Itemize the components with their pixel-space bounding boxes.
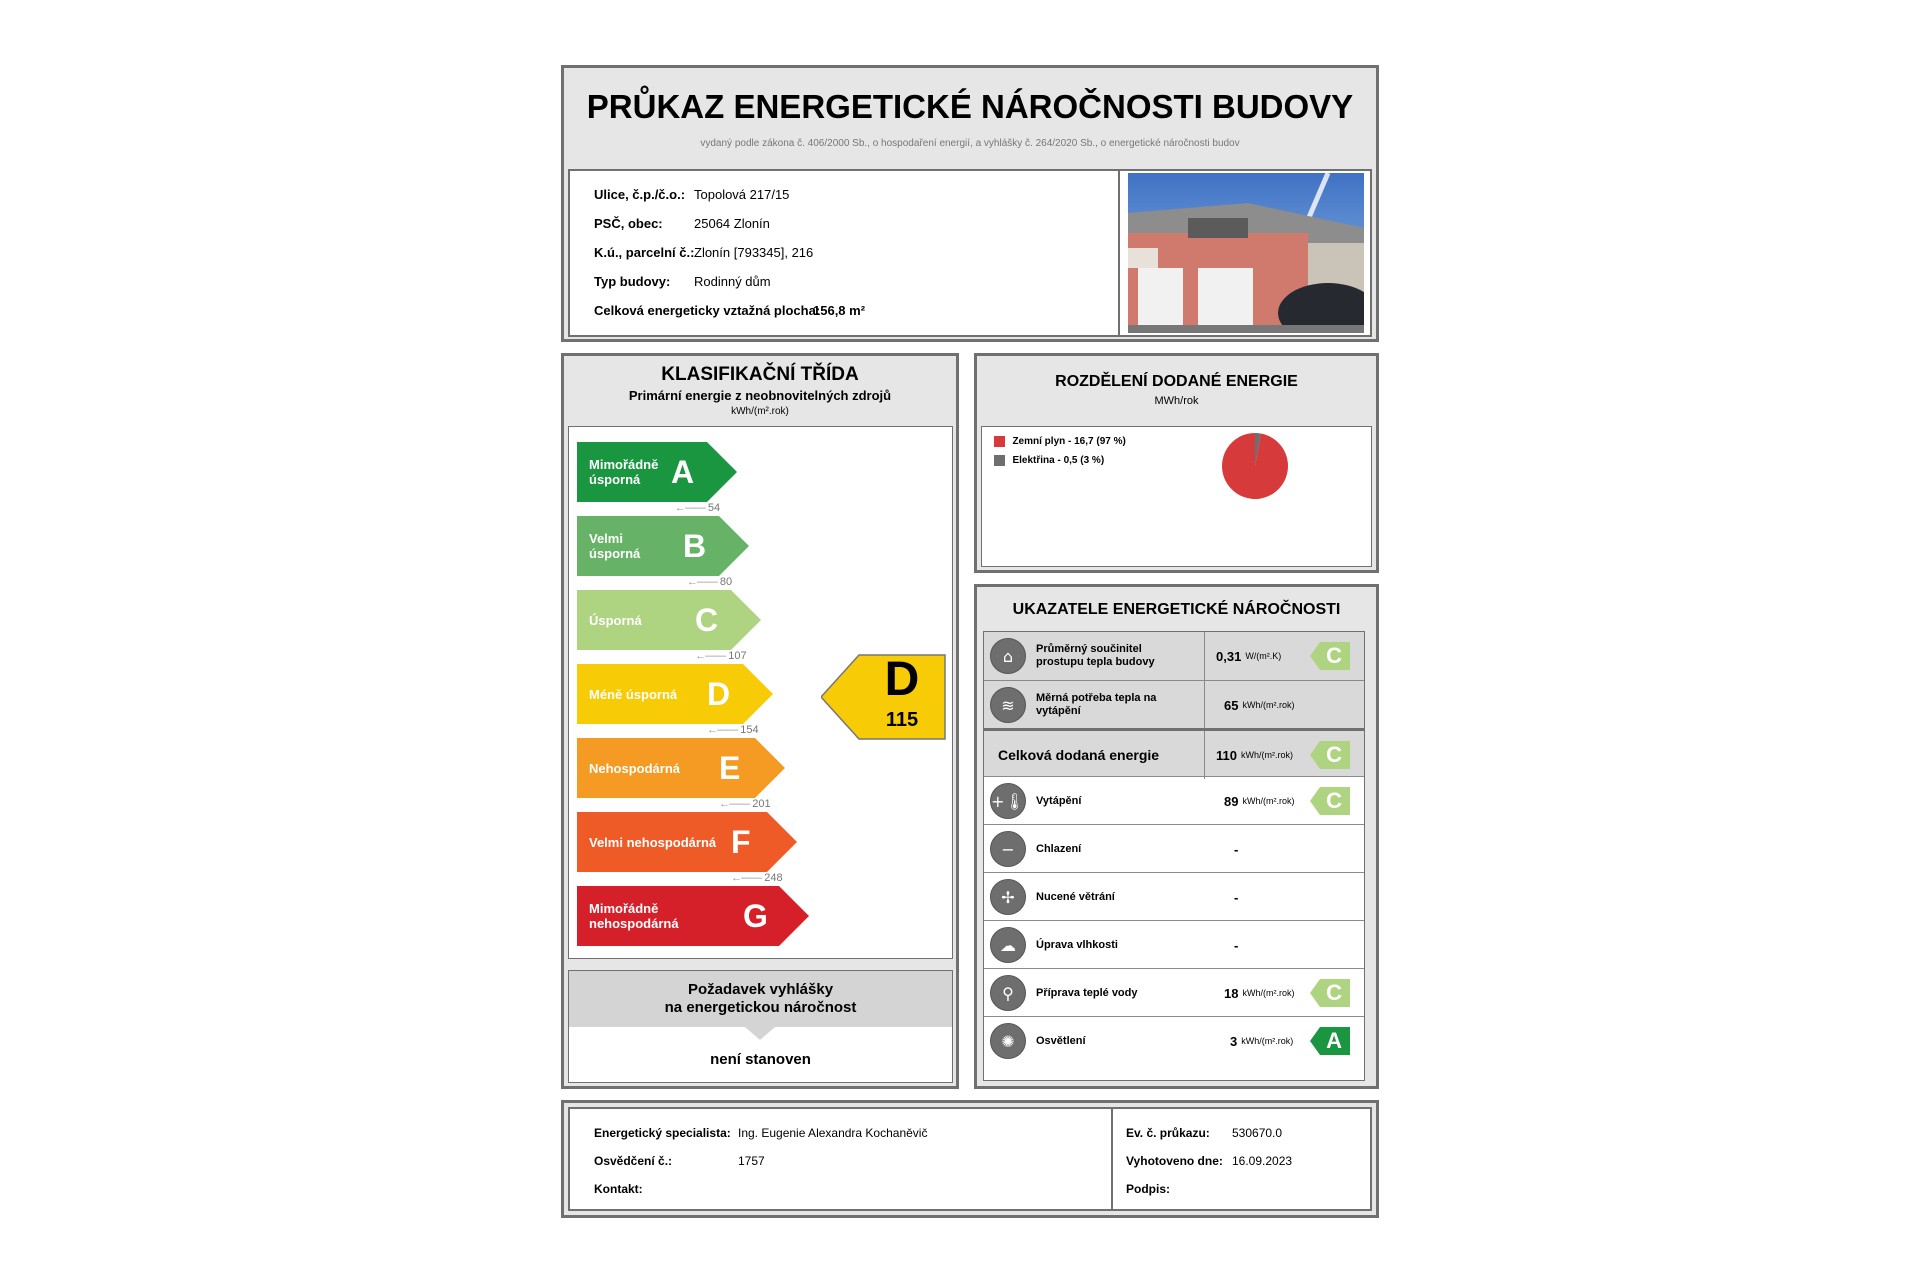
class-threshold: ←—— 154: [707, 724, 759, 736]
energy-split-panel: [974, 353, 1379, 573]
indicator-class-letter: C: [1326, 742, 1342, 767]
indicator-class-letter: C: [1326, 643, 1342, 668]
indicator-row: [984, 968, 1364, 1016]
indicator-label: Průměrný součinitel prostupu tepla budovy: [1036, 643, 1155, 668]
energy-split-chart-box: [981, 426, 1372, 567]
pie-chart: [1220, 431, 1290, 501]
class-label: Nehospodárná: [589, 760, 681, 776]
heat-need-icon: ≋: [990, 687, 1026, 723]
class-letter: F: [731, 823, 751, 860]
requirement-title-line1: Požadavek vyhlášky: [687, 981, 834, 998]
legend-label-gas: Zemní plyn - 16,7 (97 %): [1012, 436, 1126, 448]
classification-subtitle: Primární energie z neobnovitelných zdrojů: [628, 388, 892, 403]
indicator-value: 0,31: [1216, 648, 1242, 664]
area-value: 156,8 m²: [813, 303, 866, 318]
result-value: 115: [885, 709, 919, 731]
threshold-value: 248: [764, 872, 783, 884]
indicator-label: Chlazení: [1036, 842, 1082, 855]
class-threshold: ←—— 54: [674, 502, 721, 514]
threshold-value: 154: [740, 724, 759, 736]
requirement-box: [568, 970, 953, 1083]
indicator-class-badge: [1310, 787, 1350, 815]
psc-label: PSČ, obec:: [594, 216, 663, 231]
indicator-value: 18: [1224, 985, 1239, 1001]
certificate-value: 1757: [738, 1154, 765, 1168]
indicator-row: [984, 1016, 1364, 1064]
indicator-class-badge: [1310, 642, 1350, 670]
classification-panel: [561, 353, 959, 1089]
thermometer-minus-icon: −: [990, 831, 1026, 867]
result-arrow: [821, 654, 947, 740]
legend-item: [994, 452, 1104, 466]
water-tap-icon: ⚲: [990, 975, 1026, 1011]
date-label: Vyhotoveno dne:: [1126, 1154, 1223, 1168]
class-arrow-g: [577, 886, 809, 946]
building-type-label: Typ budovy:: [594, 274, 671, 289]
class-letter: G: [743, 897, 768, 934]
indicators-table: [983, 631, 1365, 1081]
specialist-value: Ing. Eugenie Alexandra Kochaněvič: [738, 1126, 928, 1140]
class-letter: B: [683, 527, 707, 564]
psc-value: 25064 Zlonín: [694, 216, 770, 231]
indicator-row: [984, 680, 1364, 728]
indicator-row: [984, 632, 1364, 680]
class-arrow-f: [577, 812, 797, 872]
classification-unit: kWh/(m².rok): [731, 406, 789, 417]
building-type-value: Rodinný dům: [694, 274, 771, 289]
indicator-row: [984, 824, 1364, 872]
class-letter: E: [719, 749, 741, 786]
requirement-title-line2: na energetickou náročnost: [664, 999, 857, 1016]
indicator-value: -: [1234, 841, 1239, 857]
class-label: Úsporná: [589, 612, 642, 628]
indicator-value: -: [1234, 889, 1239, 905]
page-title: PRŮKAZ ENERGETICKÉ NÁROČNOSTI BUDOVY: [586, 88, 1354, 125]
contact-label: Kontakt:: [594, 1182, 643, 1196]
indicator-unit: W/(m².K): [1245, 651, 1282, 661]
building-info-box: [568, 169, 1372, 337]
house-icon: ⌂: [990, 638, 1026, 674]
indicator-label: Celková dodaná energie: [998, 746, 1160, 763]
indicator-class-badge: [1310, 979, 1350, 1007]
indicator-value: 89: [1224, 793, 1239, 809]
class-threshold: ←—— 107: [695, 650, 747, 662]
indicator-unit: kWh/(m².rok): [1240, 750, 1293, 760]
certificate-label: Osvědčení č.:: [594, 1154, 673, 1168]
indicator-value: 65: [1224, 697, 1239, 713]
indicator-unit: kWh/(m².rok): [1242, 988, 1295, 998]
evidence-value: 530670.0: [1232, 1126, 1283, 1140]
street-value: Topolová 217/15: [694, 187, 790, 202]
class-label: Mimořádně úsporná: [589, 457, 659, 487]
indicator-class-badge: [1310, 741, 1350, 769]
thermometer-plus-icon: +🌡: [990, 783, 1026, 819]
class-threshold: ←—— 201: [719, 798, 771, 810]
class-label: Velmi úsporná: [589, 531, 641, 561]
indicator-class-letter: C: [1326, 980, 1342, 1005]
class-label: Velmi nehospodárná: [589, 834, 717, 850]
header-panel: [561, 65, 1379, 342]
footer-box: [568, 1107, 1372, 1211]
energy-split-unit: MWh/rok: [1154, 395, 1199, 407]
street-label: Ulice, č.p./č.o.:: [594, 187, 686, 202]
indicator-unit: kWh/(m².rok): [1241, 1036, 1294, 1046]
indicator-class-letter: A: [1326, 1028, 1342, 1053]
threshold-value: 201: [752, 798, 771, 810]
ku-label: K.ú., parcelní č.:: [594, 245, 695, 260]
fan-icon: ✢: [990, 879, 1026, 915]
class-label: Mimořádně nehospodárná: [589, 901, 679, 931]
light-bulb-icon: ✺: [990, 1023, 1026, 1059]
date-value: 16.09.2023: [1232, 1154, 1293, 1168]
indicator-unit: kWh/(m².rok): [1242, 796, 1295, 806]
class-letter: C: [695, 601, 719, 638]
specialist-label: Energetický specialista:: [594, 1126, 731, 1140]
class-arrow-a: [577, 442, 737, 502]
indicator-label: Nucené větrání: [1036, 890, 1115, 903]
threshold-value: 80: [719, 576, 733, 588]
signature-label: Podpis:: [1126, 1182, 1170, 1196]
indicator-value: 110: [1216, 747, 1237, 763]
classification-title: KLASIFIKAČNÍ TŘÍDA: [661, 364, 859, 385]
page-subtitle: vydaný podle zákona č. 406/2000 Sb., o hospodaření energií, a vyhlášky č. 264/2020 Sb., o energetické náročnosti budov: [700, 138, 1240, 149]
threshold-value: 54: [707, 502, 721, 514]
indicator-row: [984, 728, 1364, 776]
indicator-label: Úprava vlhkosti: [1036, 938, 1118, 951]
ku-value: Zlonín [793345], 216: [694, 245, 814, 260]
class-arrow-d: [577, 664, 773, 724]
class-arrow-c: [577, 590, 761, 650]
indicator-label: Příprava teplé vody: [1036, 986, 1138, 999]
indicator-row: [984, 872, 1364, 920]
energy-split-title: ROZDĚLENÍ DODANÉ ENERGIE: [1055, 373, 1298, 390]
evidence-label: Ev. č. průkazu:: [1126, 1126, 1210, 1140]
class-letter: A: [671, 453, 695, 490]
class-label: Méně úsporná: [589, 686, 678, 702]
area-label: Celková energeticky vztažná plocha:: [594, 303, 821, 318]
building-photo: [1118, 171, 1370, 335]
indicator-class-badge: [1310, 1027, 1350, 1055]
indicator-label: Vytápění: [1036, 794, 1082, 807]
requirement-value: není stanoven: [710, 1051, 811, 1068]
class-threshold: ←—— 248: [731, 872, 783, 884]
class-arrow-b: [577, 516, 749, 576]
legend-item: [994, 433, 1126, 447]
indicators-panel: [974, 584, 1379, 1089]
result-letter: D: [884, 653, 920, 706]
indicator-value: 3: [1230, 1033, 1238, 1049]
footer-panel: [561, 1100, 1379, 1218]
threshold-value: 107: [728, 650, 747, 662]
class-arrow-e: [577, 738, 785, 798]
legend-swatch-electricity: [994, 455, 1005, 466]
indicator-label: Měrná potřeba tepla na vytápění: [1036, 692, 1157, 717]
class-threshold: ←—— 80: [686, 576, 733, 588]
indicator-row: [984, 776, 1364, 824]
class-scale-box: [568, 426, 953, 959]
indicator-row: [984, 920, 1364, 968]
requirement-pointer-icon: [745, 1027, 775, 1041]
humidity-icon: ☁: [990, 927, 1026, 963]
legend-swatch-gas: [994, 436, 1005, 447]
indicator-value: -: [1234, 937, 1239, 953]
class-letter: D: [707, 675, 731, 712]
pie-slice-gas: [1222, 433, 1288, 499]
indicators-title: UKAZATELE ENERGETICKÉ NÁROČNOSTI: [1012, 601, 1341, 618]
indicator-class-letter: C: [1326, 788, 1342, 813]
indicator-label: Osvětlení: [1036, 1034, 1086, 1047]
legend-label-electricity: Elektřina - 0,5 (3 %): [1012, 455, 1105, 467]
indicator-unit: kWh/(m².rok): [1242, 700, 1295, 710]
